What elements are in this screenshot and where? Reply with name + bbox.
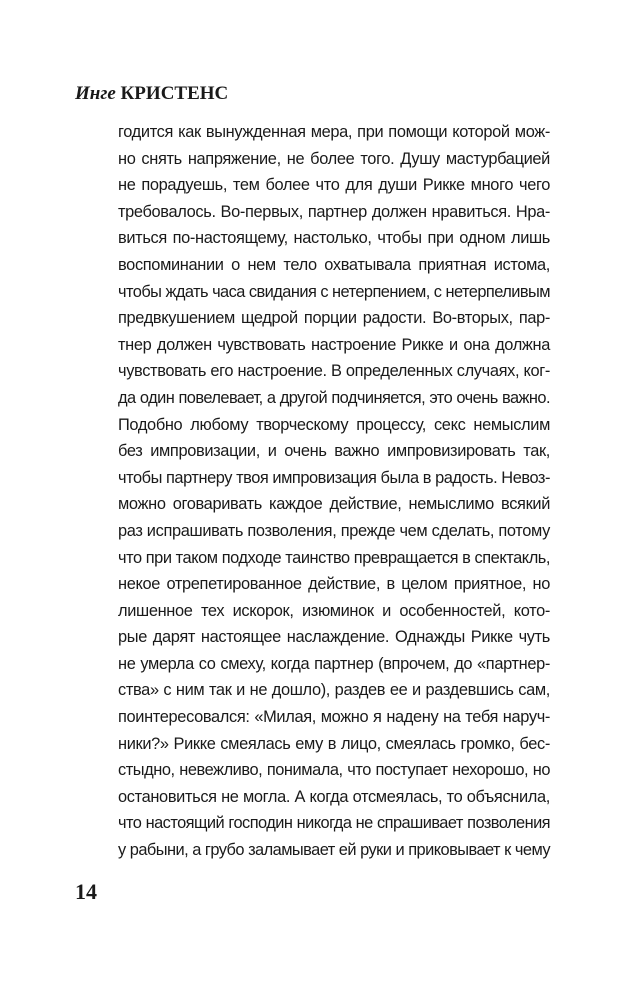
text-line: не порадуешь, тем более что для души Рикке много чего	[118, 176, 550, 195]
text-line: тнер должен чувствовать настроение Рикке и она должна	[118, 335, 550, 354]
text-line: некое отрепетированное действие, в целом приятное, но	[118, 575, 550, 594]
text-line: воспоминании о нем тело охватывала приятная истома,	[118, 255, 550, 274]
text-line: можно оговаривать каждое действие, немыслимо всякий	[118, 495, 550, 514]
text-line: рые дарят настоящее наслаждение. Однажды Рикке чуть	[118, 628, 550, 647]
page-number: 14	[75, 879, 97, 904]
author-first-name: Инге	[75, 83, 116, 104]
running-head	[75, 83, 228, 105]
text-line: что при таком подходе таинство превращается в спектакль,	[118, 548, 550, 567]
text-line: ники?» Рикке смеялась ему в лицо, смеялась громко, бес-	[118, 734, 550, 753]
text-line: не умерла со смеху, когда партнер (впрочем, до «партнер-	[118, 654, 550, 673]
text-line: предвкушением щедрой порции радости. Во-вторых, пар-	[118, 309, 550, 328]
author-last-name: КРИСТЕНС	[120, 83, 229, 104]
text-line: виться по-настоящему, настолько, чтобы при одном лишь	[118, 229, 550, 248]
text-line: чтобы ждать часа свидания с нетерпением, с нетерпеливым	[118, 282, 550, 301]
text-line: остановиться не могла. А когда отсмеялась, то объяснила,	[118, 787, 550, 806]
text-line: раз испрашивать позволения, прежде чем сделать, потому	[118, 521, 550, 540]
text-line: у рабыни, а грубо заламывает ей руки и приковывает к чему	[118, 841, 550, 860]
text-line: поинтересовался: «Милая, можно я надену на тебя наруч-	[118, 708, 550, 727]
text-line: без импровизации, и очень важно импровизировать так,	[118, 442, 550, 461]
text-line: Подобно любому творческому процессу, секс немыслим	[118, 415, 550, 434]
text-line: лишенное тех искорок, изюминок и особенностей, кото-	[118, 601, 550, 620]
text-line: ства» с ним так и не дошло), раздев ее и раздевшись сам,	[118, 681, 550, 700]
text-line: но снять напряжение, не более того. Душу мастурбацией	[118, 149, 550, 168]
text-line: требовалось. Во-первых, партнер должен нравиться. Нра-	[118, 202, 550, 221]
text-line: чтобы партнеру твоя импровизация была в радость. Невоз-	[118, 468, 550, 487]
text-line: чувствовать его настроение. В определенных случаях, ког-	[118, 362, 550, 381]
text-line: да один повелевает, а другой подчиняется, это очень важно.	[118, 388, 550, 407]
body-text	[118, 119, 550, 864]
text-line: стыдно, невежливо, понимала, что поступает нехорошо, но	[118, 761, 550, 780]
text-line: годится как вынужденная мера, при помощи которой мож-	[118, 123, 550, 141]
text-line: что настоящий господин никогда не спрашивает позволения	[118, 814, 550, 833]
